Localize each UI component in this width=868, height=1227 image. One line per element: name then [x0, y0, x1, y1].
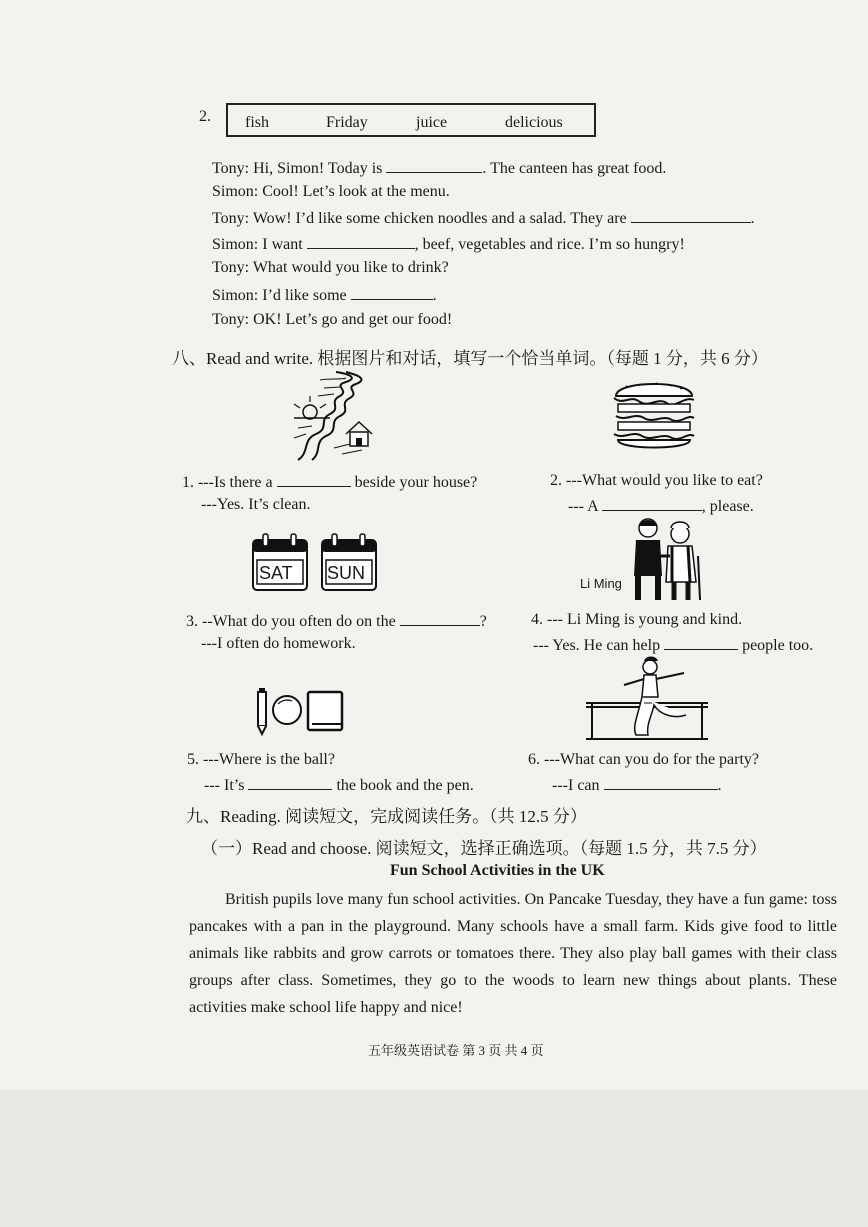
answer-blank[interactable]: [400, 611, 480, 626]
q8-item-1: 1. ---Is there a beside your house?: [182, 474, 478, 491]
river-icon: [290, 368, 380, 462]
calendar-sun-label: SUN: [327, 563, 366, 583]
word-box-item: juice: [416, 114, 448, 131]
q8-item-3-answer: ---I often do homework.: [201, 635, 356, 652]
q8-item-4: 4. --- Li Ming is young and kind.: [531, 611, 743, 628]
page-footer: 五年级英语试卷 第 3 页 共 4 页: [368, 1043, 544, 1058]
dialogue-line: Tony: Hi, Simon! Today is . The canteen has great food.: [212, 160, 667, 177]
q8-item-6-answer: ---I can .: [552, 777, 722, 794]
section-9-sub-heading: （一）Read and choose. 阅读短文，选择正确选项。（每题 1.5 分，共 7.5 分）: [201, 839, 767, 858]
dialogue-line: Simon: I want , beef, vegetables and rice. I’m so hungry!: [212, 236, 685, 253]
answer-blank[interactable]: [631, 208, 751, 223]
q8-item-5: 5. ---Where is the ball?: [187, 751, 335, 768]
boy-helping-old-man-icon: [624, 516, 704, 600]
q8-item-2-answer: --- A , please.: [568, 498, 754, 515]
q8-item-2: 2. ---What would you like to eat?: [550, 472, 763, 489]
word-box-item: fish: [245, 114, 269, 131]
dancer-icon: [582, 655, 712, 741]
passage-title: Fun School Activities in the UK: [390, 862, 605, 879]
q8-item-1-answer: ---Yes. It’s clean.: [201, 496, 311, 513]
q8-item-3: 3. --What do you often do on the ?: [186, 613, 487, 630]
answer-blank[interactable]: [307, 234, 415, 249]
answer-blank[interactable]: [351, 285, 433, 300]
section-9-heading: 九、Reading. 阅读短文，完成阅读任务。（共 12.5 分）: [186, 807, 587, 826]
dialogue-line: Simon: I’d like some .: [212, 287, 437, 304]
dialogue-line: Tony: Wow! I’d like some chicken noodles and a salad. They are .: [212, 210, 755, 227]
dialogue-line: Tony: OK! Let’s go and get our food!: [212, 311, 453, 328]
dialogue-line: Tony: What would you like to drink?: [212, 259, 449, 276]
q8-item-5-answer: --- It’s the book and the pen.: [204, 777, 474, 794]
answer-blank[interactable]: [248, 775, 332, 790]
pen-ball-book-icon: [254, 686, 346, 736]
li-ming-label: Li Ming: [580, 576, 622, 591]
answer-blank[interactable]: [664, 635, 738, 650]
word-box-item: Friday: [326, 114, 368, 131]
answer-blank[interactable]: [277, 472, 351, 487]
answer-blank[interactable]: [386, 158, 482, 173]
calendar-sat-label: SAT: [259, 563, 293, 583]
dialogue-line: Simon: Cool! Let’s look at the menu.: [212, 183, 450, 200]
answer-blank[interactable]: [604, 775, 718, 790]
sandwich-icon: [610, 378, 698, 454]
q2-number: 2.: [199, 108, 211, 125]
word-box-item: delicious: [505, 114, 563, 131]
section-8-heading: 八、Read and write. 根据图片和对话，填写一个恰当单词。（每题 1 分，共 6 分）: [172, 349, 768, 368]
answer-blank[interactable]: [602, 496, 702, 511]
word-box: [226, 103, 596, 137]
page-bottom-shade: [0, 1090, 868, 1227]
passage-paragraph: British pupils love many fun school activities. On Pancake Tuesday, they have a fun game: toss pancakes with a pan in the playground. Many schools have a small farm. Kids give food to little animals like rabbits and grow carrots or tomatoes there. They also play ball games with their class groups after class. Sometimes, they go to the woods to learn new things about plants. These activities make school life happy and nice!: [189, 891, 837, 1016]
q8-item-6: 6. ---What can you do for the party?: [528, 751, 760, 768]
q8-item-4-answer: --- Yes. He can help people too.: [533, 637, 814, 654]
